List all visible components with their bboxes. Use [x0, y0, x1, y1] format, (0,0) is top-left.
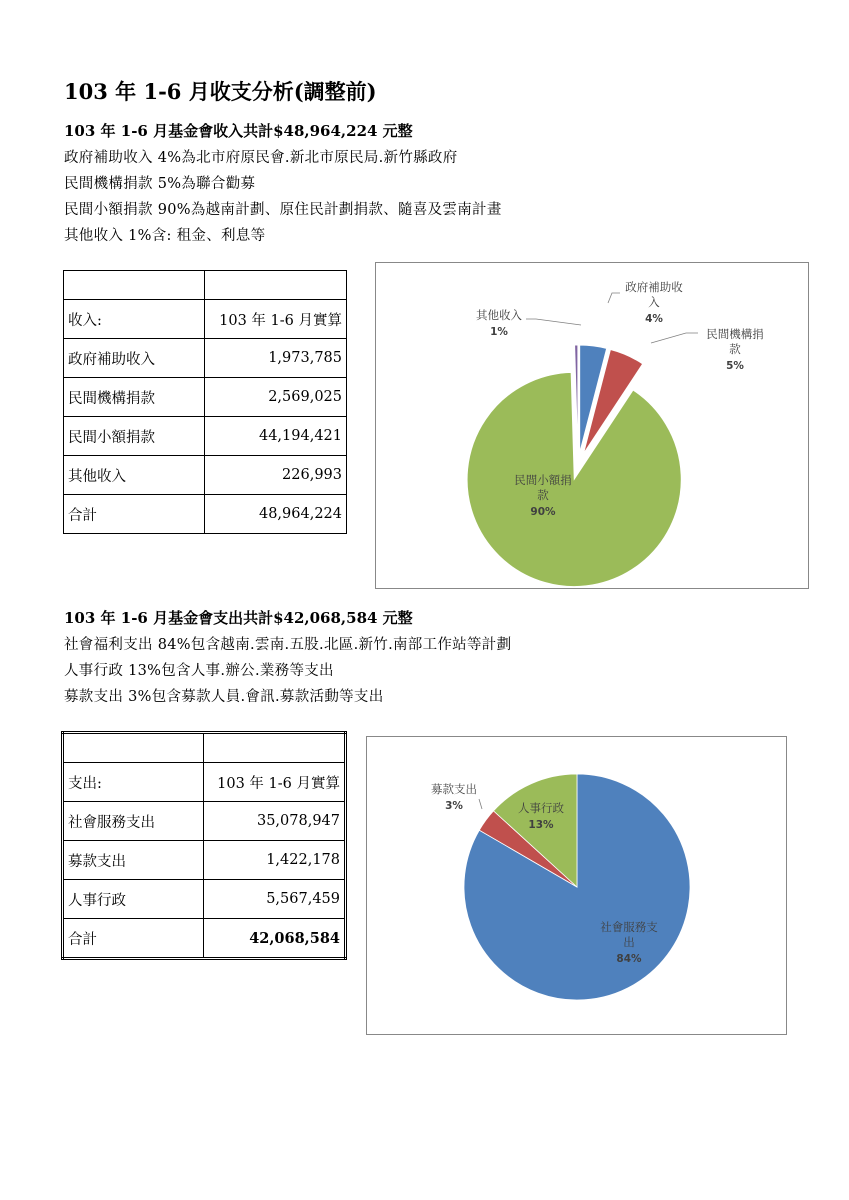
table-row [63, 880, 346, 919]
income-pie-chart [375, 262, 809, 589]
row-value: 35,078,947 [203, 802, 345, 841]
table-spacer-cell [205, 271, 347, 300]
slice-label: 出 [623, 935, 635, 949]
expense-col-value-header: 103 年 1-6 月實算 [203, 763, 345, 802]
row-value: 1,422,178 [203, 841, 345, 880]
expense-note: 人事行政 13%包含人事.辦公.業務等支出 [64, 663, 334, 679]
table-total-row [63, 919, 346, 959]
row-label: 人事行政 [63, 880, 204, 919]
table-row [64, 456, 347, 495]
table-row [63, 841, 346, 880]
slice-percent-label: 3% [445, 800, 463, 812]
expense-col-label-header: 支出: [63, 763, 204, 802]
slice-percent-label: 90% [530, 506, 556, 518]
row-value: 48,964,224 [205, 495, 347, 534]
income-col-label-header: 收入: [64, 300, 205, 339]
pie-slice [467, 373, 681, 587]
row-value: 42,068,584 [203, 919, 345, 959]
slice-label: 款 [537, 488, 549, 502]
slice-label: 社會服務支 [600, 920, 658, 934]
row-label: 合計 [64, 495, 205, 534]
table-row [64, 339, 347, 378]
row-value: 5,567,459 [203, 880, 345, 919]
expense-pie-svg [367, 737, 786, 1034]
slice-percent-label: 5% [726, 360, 744, 372]
table-row [63, 802, 346, 841]
table-total-row [64, 495, 347, 534]
table-spacer-cell [64, 271, 205, 300]
expense-note: 社會福利支出 84%包含越南.雲南.五股.北區.新竹.南部工作站等計劃 [64, 637, 512, 653]
expense-table [61, 731, 347, 960]
row-value: 2,569,025 [205, 378, 347, 417]
table-spacer-cell [63, 733, 204, 763]
slice-label: 款 [729, 342, 741, 356]
slice-label: 其他收入 [476, 308, 522, 322]
row-label: 民間小額捐款 [64, 417, 205, 456]
slice-label: 人事行政 [518, 801, 564, 815]
row-label: 政府補助收入 [64, 339, 205, 378]
income-table [63, 270, 347, 534]
row-value: 226,993 [205, 456, 347, 495]
slice-percent-label: 4% [645, 313, 663, 325]
slice-label: 入 [648, 295, 660, 309]
expense-heading: 103 年 1-6 月基金會支出共計$42,068,584 元整 [64, 609, 413, 627]
slice-label: 募款支出 [431, 782, 477, 796]
income-pie-svg [376, 263, 808, 588]
table-row [64, 378, 347, 417]
income-col-value-header: 103 年 1-6 月實算 [205, 300, 347, 339]
income-note: 民間小額捐款 90%為越南計劃、原住民計劃捐款、隨喜及雲南計畫 [64, 202, 502, 218]
leader-line [651, 333, 698, 343]
slice-percent-label: 1% [490, 326, 508, 338]
slice-label: 政府補助收 [625, 280, 683, 294]
expense-pie-chart [366, 736, 787, 1035]
pie-slice [575, 345, 578, 452]
income-note: 政府補助收入 4%為北市府原民會.新北市原民局.新竹縣政府 [64, 150, 458, 166]
page-title: 103 年 1-6 月收支分析(調整前) [64, 79, 377, 104]
leader-line [479, 799, 482, 809]
leader-line [526, 319, 581, 325]
income-note: 民間機構捐款 5%為聯合勸募 [64, 176, 256, 192]
table-spacer-cell [203, 733, 345, 763]
table-header-row [64, 300, 347, 339]
row-label: 民間機構捐款 [64, 378, 205, 417]
income-heading: 103 年 1-6 月基金會收入共計$48,964,224 元整 [64, 122, 413, 140]
slice-label: 民間機構捐 [706, 327, 764, 341]
table-header-row [63, 763, 346, 802]
table-row [64, 417, 347, 456]
row-value: 44,194,421 [205, 417, 347, 456]
row-label: 募款支出 [63, 841, 204, 880]
row-value: 1,973,785 [205, 339, 347, 378]
row-label: 合計 [63, 919, 204, 959]
slice-percent-label: 84% [616, 953, 642, 965]
row-label: 社會服務支出 [63, 802, 204, 841]
leader-line [608, 293, 620, 303]
income-note: 其他收入 1%含: 租金、利息等 [64, 228, 266, 244]
slice-label: 民間小額捐 [514, 473, 572, 487]
expense-note: 募款支出 3%包含募款人員.會訊.募款活動等支出 [64, 689, 384, 705]
slice-percent-label: 13% [528, 819, 554, 831]
row-label: 其他收入 [64, 456, 205, 495]
